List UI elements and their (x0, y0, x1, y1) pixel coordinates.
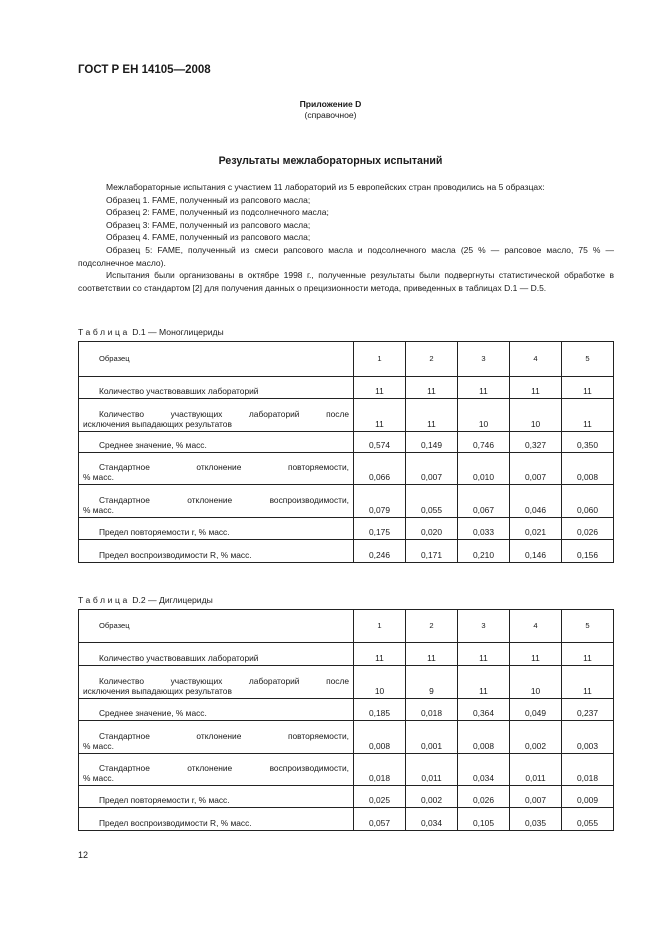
row-label-line-2: исключения выпадающих результатов (83, 686, 232, 696)
row-label: Количество участвовавших лабораторий (79, 377, 354, 399)
cell: 11 (562, 399, 614, 432)
row-label (79, 666, 354, 699)
cell: 0,146 (510, 540, 562, 563)
sample-1-line: Образец 1. FAME, полученный из рапсового масла; (106, 194, 311, 205)
cell: 0,007 (510, 786, 562, 808)
cell: 11 (354, 399, 406, 432)
table-2-caption-text: D.2 — Диглицериды (132, 595, 213, 605)
cell: 10 (510, 399, 562, 432)
cell: 11 (562, 666, 614, 699)
table-row (79, 643, 614, 666)
row-label-line-1: Стандартное отклонение повторяемости, (99, 462, 349, 472)
cell: 0,002 (510, 721, 562, 754)
cell: 0,066 (354, 453, 406, 485)
table-row (79, 666, 614, 699)
cell: 0,350 (562, 432, 614, 453)
sample-2-line: Образец 2: FAME, полученный из подсолнечного масла; (106, 207, 329, 218)
cell: 0,033 (458, 518, 510, 540)
cell: 10 (354, 666, 406, 699)
cell: 11 (354, 643, 406, 666)
header-col-3: 3 (458, 342, 510, 377)
section-title: Результаты межлабораторных испытаний (218, 155, 443, 167)
cell: 0,246 (354, 540, 406, 563)
intro-paragraph-2: Испытания были организованы в октябре 1998 г., полученные результаты были подвергнуты статистической обработке в соответствии со стандартом [2] для получения данных о прецизионности метода, приведенных в таблицах D.1 — D.5. (78, 270, 614, 293)
table-1-caption (78, 327, 224, 337)
cell: 0,035 (510, 808, 562, 831)
cell: 0,018 (406, 699, 458, 721)
cell: 0,746 (458, 432, 510, 453)
cell: 11 (406, 643, 458, 666)
table-header-row (79, 342, 614, 377)
cell: 0,008 (562, 453, 614, 485)
cell: 9 (406, 666, 458, 699)
cell: 0,055 (406, 485, 458, 518)
cell: 11 (458, 666, 510, 699)
header-sample: Образец (79, 610, 354, 643)
page-number: 12 (78, 850, 89, 860)
cell: 0,011 (406, 754, 458, 786)
row-label-line-2: % масс. (83, 472, 114, 482)
cell: 0,175 (354, 518, 406, 540)
cell: 0,060 (562, 485, 614, 518)
header-col-1: 1 (354, 610, 406, 643)
cell: 11 (406, 377, 458, 399)
header-col-4: 4 (510, 342, 562, 377)
table-row (79, 808, 614, 831)
cell: 0,185 (354, 699, 406, 721)
cell: 0,034 (458, 754, 510, 786)
cell: 0,237 (562, 699, 614, 721)
cell: 0,156 (562, 540, 614, 563)
table-2-caption-word: Таблица (78, 595, 130, 605)
cell: 0,327 (510, 432, 562, 453)
row-label-line-2: % масс. (83, 773, 114, 783)
cell: 0,018 (354, 754, 406, 786)
row-label-line-1: Стандартное отклонение повторяемости, (99, 731, 349, 741)
cell: 11 (510, 377, 562, 399)
row-label-line-2: % масс. (83, 741, 114, 751)
cell: 11 (562, 643, 614, 666)
table-1-caption-text: D.1 — Моноглицериды (132, 327, 224, 337)
appendix-title: Приложение D (299, 99, 362, 109)
table-row (79, 786, 614, 808)
cell: 0,018 (562, 754, 614, 786)
cell: 0,003 (562, 721, 614, 754)
sample-5-line: Образец 5: FAME, полученный из смеси рапсового масла и подсолнечного масла (25 % — рапсовое масло, 75 % — подсолнечное масло). (78, 244, 614, 268)
row-label: Количество участвовавших лабораторий (79, 643, 354, 666)
row-label (79, 721, 354, 754)
cell: 11 (354, 377, 406, 399)
header-col-5: 5 (562, 610, 614, 643)
cell: 0,011 (510, 754, 562, 786)
cell: 0,105 (458, 808, 510, 831)
cell: 0,364 (458, 699, 510, 721)
header-col-3: 3 (458, 610, 510, 643)
appendix-heading (0, 99, 661, 121)
table-row (79, 377, 614, 399)
row-label-line-1: Количество участвующих лабораторий после (99, 409, 349, 419)
row-label: Среднее значение, % масс. (79, 699, 354, 721)
sample-3-line: Образец 3: FAME, полученный из рапсового масла; (106, 219, 311, 230)
table-row (79, 540, 614, 563)
cell: 0,026 (458, 786, 510, 808)
cell: 0,046 (510, 485, 562, 518)
table-row (79, 453, 614, 485)
cell: 0,009 (562, 786, 614, 808)
table-row (79, 399, 614, 432)
cell: 0,021 (510, 518, 562, 540)
row-label-line-1: Количество участвующих лабораторий после (99, 676, 349, 686)
cell: 0,007 (406, 453, 458, 485)
sample-4-line: Образец 4. FAME, полученный из рапсового масла; (106, 232, 311, 243)
row-label (79, 399, 354, 432)
row-label (79, 754, 354, 786)
header-col-2: 2 (406, 342, 458, 377)
intro-paragraph-1: Межлабораторные испытания с участием 11 лабораторий из 5 европейских стран проводились на 5 образцах: (106, 182, 545, 192)
row-label: Предел воспроизводимости R, % масс. (79, 540, 354, 563)
cell: 0,008 (458, 721, 510, 754)
table-diglycerides (78, 609, 614, 831)
header-sample: Образец (79, 342, 354, 377)
cell: 11 (510, 643, 562, 666)
row-label-line-1: Стандартное отклонение воспроизводимости, (99, 763, 349, 773)
cell: 11 (562, 377, 614, 399)
cell: 0,025 (354, 786, 406, 808)
table-row (79, 699, 614, 721)
cell: 0,067 (458, 485, 510, 518)
table-row (79, 754, 614, 786)
cell: 11 (406, 399, 458, 432)
row-label-line-1: Стандартное отклонение воспроизводимости, (99, 495, 349, 505)
table-2-caption (78, 595, 213, 605)
cell: 0,057 (354, 808, 406, 831)
table-row (79, 721, 614, 754)
cell: 0,002 (406, 786, 458, 808)
header-col-5: 5 (562, 342, 614, 377)
row-label-line-2: % масс. (83, 505, 114, 515)
cell: 0,020 (406, 518, 458, 540)
document-header: ГОСТ Р ЕН 14105—2008 (78, 64, 211, 76)
cell: 0,049 (510, 699, 562, 721)
cell: 0,210 (458, 540, 510, 563)
row-label: Предел повторяемости r, % масс. (79, 786, 354, 808)
cell: 0,079 (354, 485, 406, 518)
cell: 0,034 (406, 808, 458, 831)
cell: 0,008 (354, 721, 406, 754)
table-monoglycerides (78, 341, 614, 563)
row-label: Среднее значение, % масс. (79, 432, 354, 453)
header-col-2: 2 (406, 610, 458, 643)
row-label-line-2: исключения выпадающих результатов (83, 419, 232, 429)
row-label (79, 453, 354, 485)
table-row (79, 518, 614, 540)
cell: 10 (458, 399, 510, 432)
cell: 0,007 (510, 453, 562, 485)
cell: 0,001 (406, 721, 458, 754)
row-label: Предел воспроизводимости R, % масс. (79, 808, 354, 831)
intro-text (78, 181, 614, 294)
cell: 0,574 (354, 432, 406, 453)
table-header-row (79, 610, 614, 643)
table-row (79, 485, 614, 518)
cell: 0,171 (406, 540, 458, 563)
header-col-4: 4 (510, 610, 562, 643)
cell: 11 (458, 643, 510, 666)
row-label (79, 485, 354, 518)
cell: 0,149 (406, 432, 458, 453)
table-1-caption-word: Таблица (78, 327, 130, 337)
appendix-subtitle: (справочное) (304, 110, 357, 120)
cell: 10 (510, 666, 562, 699)
cell: 0,010 (458, 453, 510, 485)
cell: 0,055 (562, 808, 614, 831)
row-label: Предел повторяемости r, % масс. (79, 518, 354, 540)
header-col-1: 1 (354, 342, 406, 377)
cell: 0,026 (562, 518, 614, 540)
cell: 11 (458, 377, 510, 399)
table-row (79, 432, 614, 453)
